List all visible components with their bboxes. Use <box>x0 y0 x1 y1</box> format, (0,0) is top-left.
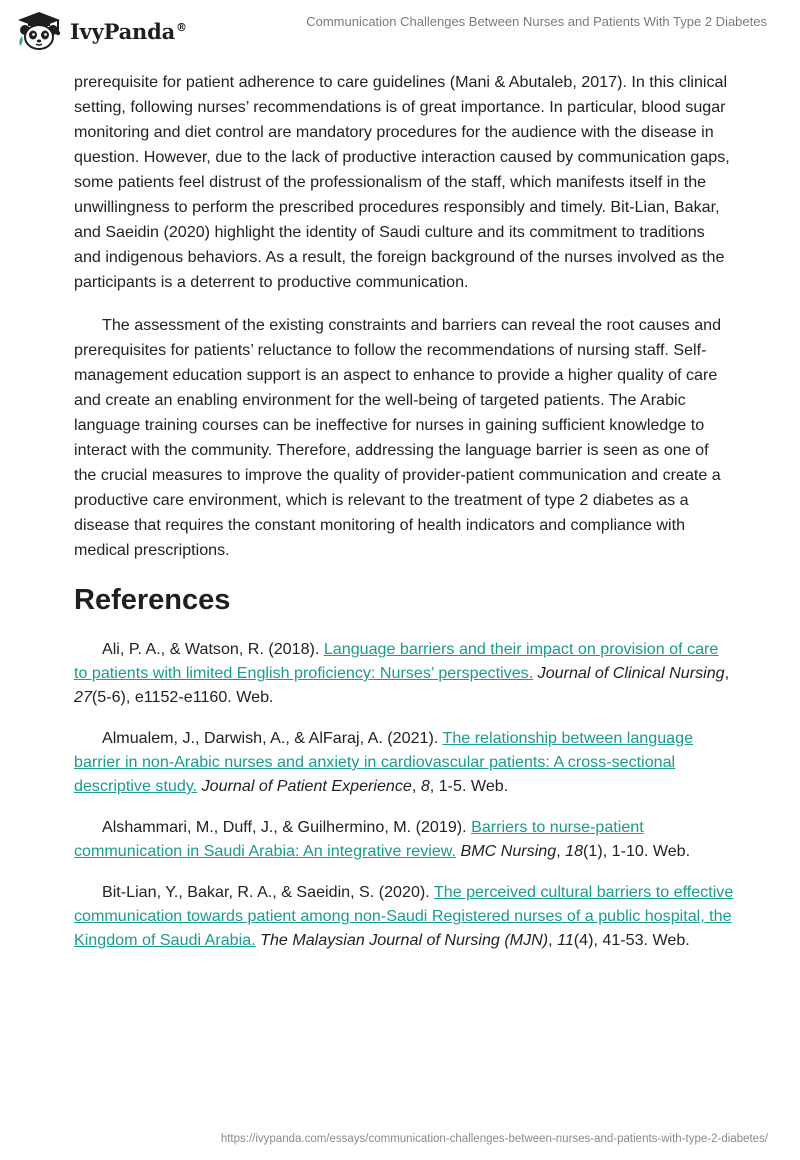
reference-volume: 11 <box>557 931 574 949</box>
reference-volume: 18 <box>565 842 584 860</box>
reference-journal: Journal of Clinical Nursing <box>537 664 725 682</box>
body-paragraph: The assessment of the existing constraints and barriers can reveal the root causes and prerequisites for patients’ reluctance to follow the recommendations of nursing staff. Self-management education support is an aspect to enhance to provide a higher quality of care and create an enabling environment for the well-being of targeted patients. The Arabic language training courses can be ineffective for nurses in gaining sufficient knowledge to interact with the community. Therefore, addressing the language barrier is seen as one of the crucial measures to improve the quality of provider-patient communication and create a productive care environment, which is relevant to the treatment of type 2 diabetes as a disease that requires the constant monitoring of health indicators and compliance with medical prescriptions. <box>74 316 722 559</box>
body-paragraph: prerequisite for patient adherence to care guidelines (Mani & Abutaleb, 2017). In this clinical setting, following nurses’ recommendations is of great importance. In particular, blood sugar monitoring and diet control are mandatory procedures for the audience with the disease in question. However, due to the lack of productive interaction caused by communication gaps, some patients feel distrust of the professionalism of the staff, which manifests itself in the unwillingness to perform the prescribed procedures responsibly and timely. Bit-Lian, Bakar, and Saeidin (2020) highlight the identity of Saudi culture and its commitment to traditions and indigenous behaviors. As a result, the foreign background of the nurses involved as the participants is a deterrent to productive communication. <box>74 73 730 291</box>
reference-link[interactable]: The perceived cultural barriers to effective communication towards patient among non-Saudi Registered nurses of a public hospital, the Kingdom of Saudi Arabia. <box>74 883 734 949</box>
ivypanda-logo[interactable] <box>14 10 187 52</box>
footer-url[interactable]: https://ivypanda.com/essays/communication-challenges-between-nurses-and-patients-with-type-2-diabetes/ <box>220 1133 768 1145</box>
page-header <box>0 0 800 60</box>
essay-content <box>74 70 734 969</box>
reference-authors: Alshammari, M., Duff, J., & Guilhermino, M. (2019). <box>102 818 472 836</box>
document-title: Communication Challenges Between Nurses and Patients With Type 2 Diabetes <box>306 14 767 29</box>
reference-authors: Bit-Lian, Y., Bakar, R. A., & Saeidin, S. (2020). <box>102 883 434 901</box>
references-heading: References <box>74 584 231 616</box>
reference-authors: Almualem, J., Darwish, A., & AlFaraj, A. (2021). <box>102 729 443 747</box>
reference-entry: Ali, P. A., & Watson, R. (2018). Language barriers and their impact on provision of care to patients with limited English proficiency: Nurses’ perspectives. Journal of Clinical Nursing, 27(5-6), e1152-e1160. Web. <box>74 640 730 706</box>
reference-link[interactable]: The relationship between language barrier in non-Arabic nurses and anxiety in cardiovascular patients: A cross-sectional descriptive study. <box>74 729 694 795</box>
reference-volume: 27 <box>74 688 92 706</box>
reference-link[interactable]: Barriers to nurse-patient communication in Saudi Arabia: An integrative review. <box>74 818 644 860</box>
reference-volume: 8 <box>420 777 430 795</box>
reference-details: (1), 1-10. Web. <box>583 842 691 860</box>
reference-entry: Alshammari, M., Duff, J., & Guilhermino, M. (2019). Barriers to nurse-patient communication in Saudi Arabia: An integrative review. BMC Nursing, 18(1), 1-10. Web. <box>74 818 691 860</box>
panda-mascot-icon <box>14 10 64 52</box>
brand-name: IvyPanda® <box>70 18 187 44</box>
reference-link[interactable]: Language barriers and their impact on provision of care to patients with limited English proficiency: Nurses’ perspectives. <box>74 640 719 682</box>
reference-journal: The Malaysian Journal of Nursing (MJN) <box>260 931 549 949</box>
reference-journal: BMC Nursing <box>460 842 557 860</box>
reference-entry: Almualem, J., Darwish, A., & AlFaraj, A. (2021). The relationship between language barrier in non-Arabic nurses and anxiety in cardiovascular patients: A cross-sectional descriptive study. Journal of Patient Experience, 8, 1-5. Web. <box>74 729 694 795</box>
reference-details: (5-6), e1152-e1160. Web. <box>91 688 274 706</box>
reference-journal: Journal of Patient Experience <box>201 777 412 795</box>
reference-authors: Ali, P. A., & Watson, R. (2018). <box>102 640 324 658</box>
reference-entry: Bit-Lian, Y., Bakar, R. A., & Saeidin, S. (2020). The perceived cultural barriers to effective communication towards patient among non-Saudi Registered nurses of a public hospital, the Kingdom of Saudi Arabia. The Malaysian Journal of Nursing (MJN), 11(4), 41-53. Web. <box>74 883 734 949</box>
reference-details: , 1-5. Web. <box>429 777 509 795</box>
reference-details: (4), 41-53. Web. <box>573 931 690 949</box>
